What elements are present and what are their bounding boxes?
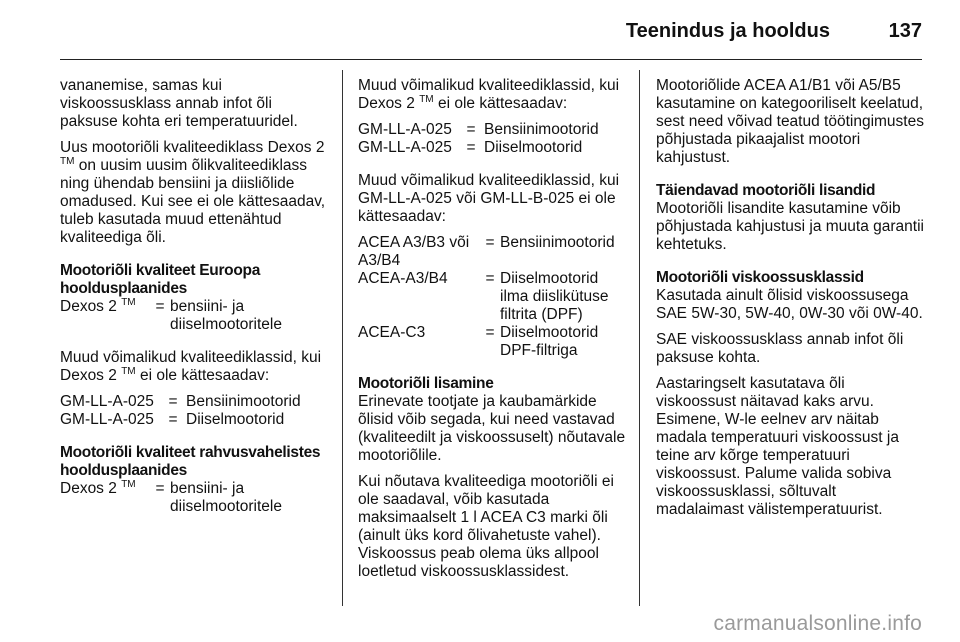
spec-row: GM-LL-A-025 = Bensiinimootorid [60, 393, 301, 410]
section-heading: Mootoriõli lisamine [358, 375, 494, 392]
spec-row: Dexos 2 ™ = bensiini- ja diiselmootoritele [60, 296, 282, 333]
spec-row: GM-LL-A-025 = Bensiinimootorid [358, 121, 599, 138]
paragraph: Kasutada ainult õlisid viskoossusega SAE 5W-30, 5W-40, 0W-30 või 0W-40. [656, 287, 923, 322]
paragraph: Mootoriõlide ACEA A1/B1 või A5/B5 kasutamine on kategooriliselt keelatud, sest need võivad teatud töötingimustes põhjustada pikaajalist mootori kahjustust. [656, 77, 924, 166]
spec-row: ACEA-C3 = Diiselmootorid DPF-filtriga [358, 324, 599, 359]
paragraph: SAE viskoossusklass annab infot õli paksuse kohta. [656, 331, 904, 366]
page-header [60, 0, 922, 58]
header-divider [60, 59, 922, 60]
spec-row: ACEA A3/B3 või A3/B4 = Bensiinimootorid [358, 234, 615, 269]
paragraph: vananemise, samas kui viskoossusklass annab infot õli paksuse kohta eri temperatuuridel. [60, 77, 298, 130]
column-divider-2 [639, 70, 640, 606]
spec-table [358, 234, 626, 360]
section-heading: Täiendavad mootoriõli lisandid [656, 182, 876, 199]
spec-row: ACEA-A3/B4 = Diiselmootorid ilma diislikütuse filtrita (DPF) [358, 270, 609, 323]
column-3 [656, 77, 926, 527]
paragraph: Muud võimalikud kvaliteediklassid, kui Dexos 2 ™ ei ole kättesaadav: [358, 77, 620, 112]
column-1 [60, 77, 332, 516]
paragraph: Erinevate tootjate ja kaubamärkide õlisid võib segada, kui need vastavad (kvaliteedilt ja viskoossuselt) nõutavale mootoriõlile. [358, 393, 626, 464]
paragraph: Muud võimalikud kvaliteediklassid, kui Dexos 2 ™ ei ole kättesaadav: [60, 349, 322, 384]
spec-row: Dexos 2 ™ = bensiini- ja diiselmootoritele [60, 478, 282, 515]
watermark: carmanualsonline.info [713, 612, 922, 635]
spec-table [60, 393, 332, 429]
trademark-mark: TM [60, 155, 75, 167]
paragraph: Mootoriõli lisandite kasutamine võib põhjustada kahjustusi ja muuta garantii kehtetuks. [656, 200, 924, 253]
page-number: 137 [888, 20, 922, 42]
spec-row: GM-LL-A-025 = Diiselmootorid [60, 411, 285, 428]
section-heading: Mootoriõli viskoossusklassid [656, 269, 864, 286]
section-heading: Mootoriõli kvaliteet Euroopa hooldusplaanides [60, 262, 261, 297]
paragraph: Aastaringselt kasutatava õli viskoossust näitavad kaks arvu. Esimene, W-le eelnev arv näitab madala temperatuuri viskoossust ja teine arv kõrge temperatuuri viskoossust. Palume valida sobiva viskoossusklassi, sõltuvalt madalaimast välistemperatuurist. [656, 375, 899, 518]
paragraph: Kui nõutava kvaliteediga mootoriõli ei ole saadaval, võib kasutada maksimaalselt 1 l ACEA C3 marki õli (ainult üks kord õlivahetuste vahel). Viskoossus peab olema üks allpool loetletud viskoossusklassidest. [358, 473, 614, 580]
spec-row: GM-LL-A-025 = Diiselmootorid [358, 139, 583, 156]
paragraph: Muud võimalikud kvaliteediklassid, kui GM-LL-A-025 või GM-LL-B-025 ei ole kättesaadav: [358, 172, 620, 225]
page-title: Teenindus ja hooldus [625, 20, 830, 42]
spec-table [358, 121, 626, 157]
column-2 [358, 77, 626, 589]
section-heading: Mootoriõli kvaliteet rahvusvahelistes hooldusplaanides [60, 444, 321, 479]
column-divider-1 [342, 70, 343, 606]
paragraph: Uus mootoriõli kvaliteediklass Dexos 2 ™ on uusim uusim õlikvaliteediklass ning ühendab bensiini ja diisliõlide omadused. Kui see ei ole kättesaadav, tuleb kasutada muud ettenähtud kvaliteediga õli. [60, 139, 326, 246]
